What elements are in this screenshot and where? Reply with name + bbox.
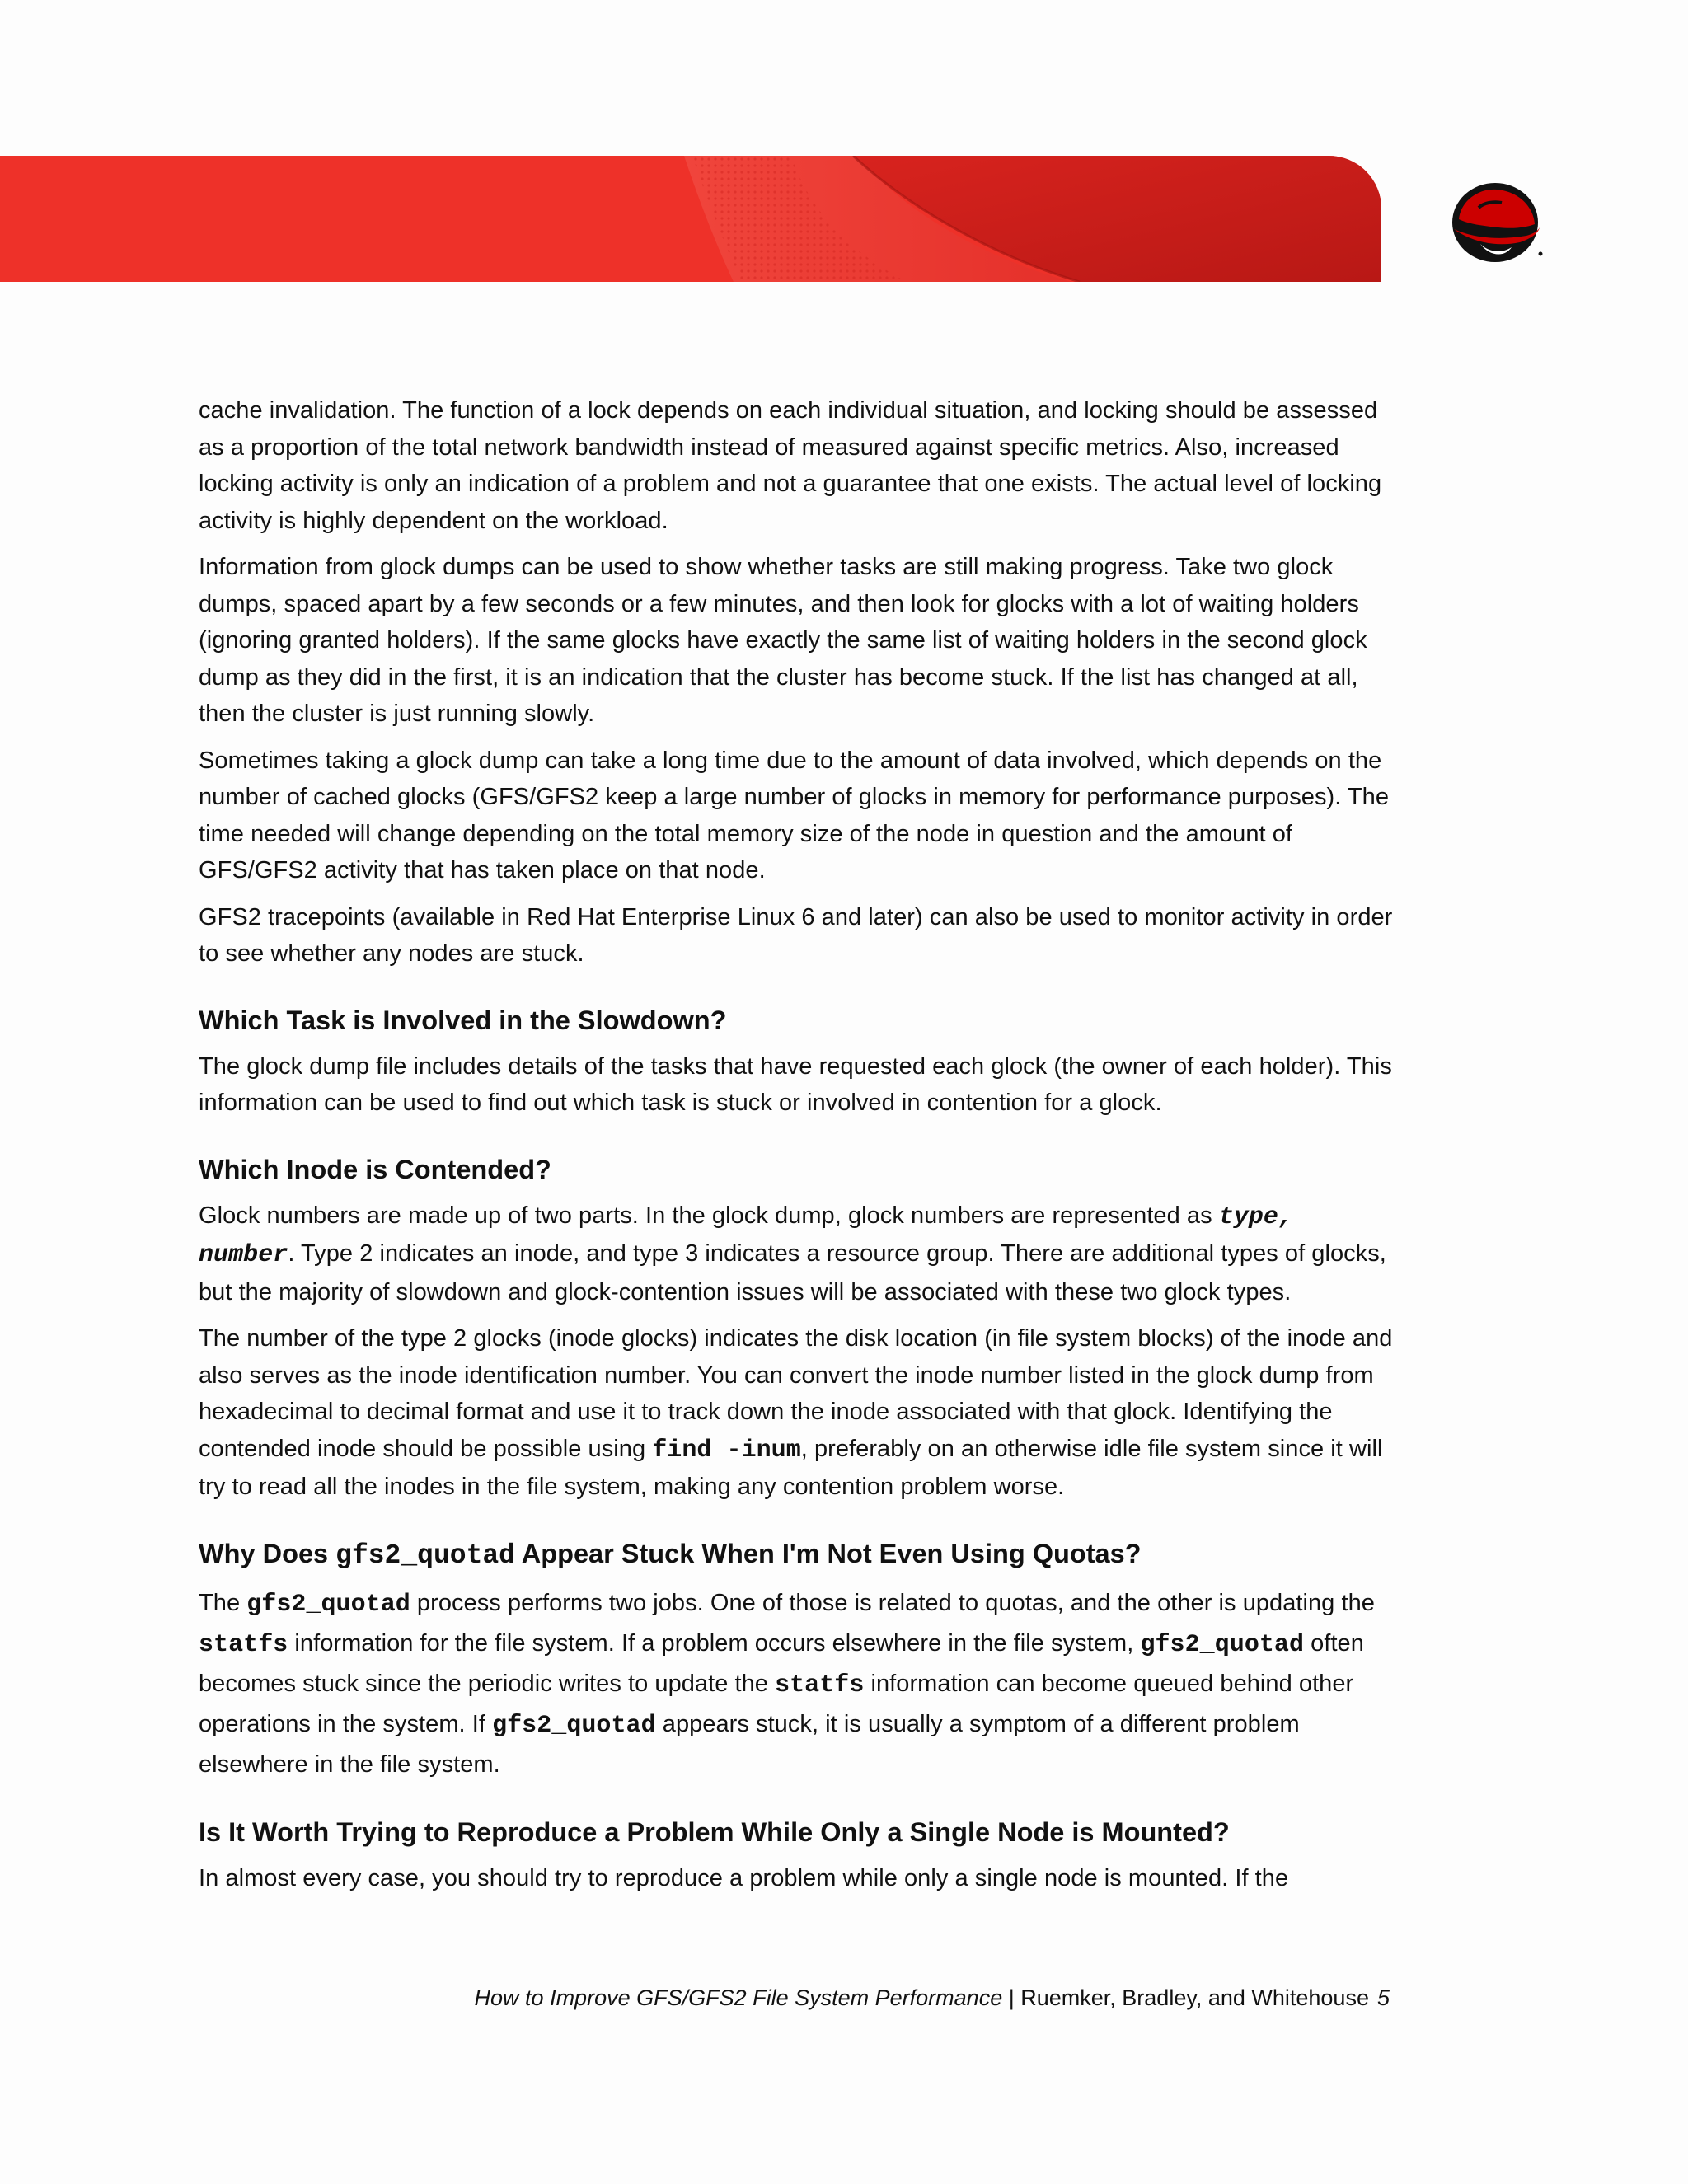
inode-paragraph-1 (199, 1197, 1394, 1311)
inode-paragraph-2 (199, 1320, 1394, 1506)
heading-which-task: Which Task is Involved in the Slowdown? (199, 1005, 727, 1035)
footer-separator: | (1002, 1985, 1021, 2010)
quotad-text-5: information can become queued behind other operations in the system. If (199, 1670, 1354, 1737)
body-paragraph-3: Sometimes taking a glock dump can take a long time due to the amount of data involved, which depends on the number of cached glocks (GFS/GFS2 keep a large number of glocks in memory for performance purposes). The time needed will change depending on the total memory size of the node in question and the amount of GFS/GFS2 activity that has taken place on that node. (199, 747, 1390, 883)
quotad-text-1: The (199, 1589, 247, 1616)
quotad-heading-text-a: Why Does (199, 1538, 336, 1568)
inode-p1-text-a: Glock numbers are made up of two parts. In the glock dump, glock numbers are represented as (199, 1202, 1219, 1229)
footer-doc-title: How to Improve GFS/GFS2 File System Performance (474, 1985, 1003, 2010)
quotad-heading-code: gfs2_quotad (335, 1540, 515, 1571)
quotad-code-5: gfs2_quotad (492, 1711, 656, 1740)
quotad-text-6: appears stuck, it is usually a symptom of a different problem elsewhere in the file system. (199, 1710, 1300, 1778)
quotad-text-4: often becomes stuck since the periodic writes to update the (199, 1629, 1364, 1697)
heading-which-inode: Which Inode is Contended? (199, 1154, 551, 1184)
footer-authors: Ruemker, Bradley, and Whitehouse (1020, 1985, 1369, 2010)
heading-gfs2-quotad (199, 1537, 1394, 1572)
inode-p2-code: find -inum (652, 1436, 801, 1465)
main-content (199, 392, 1394, 1906)
quotad-code-3: gfs2_quotad (1140, 1630, 1305, 1659)
inode-p2-text-b: , preferably on an otherwise idle file system since it will try to read all the inodes in the file system, making any contention problem worse. (199, 1435, 1383, 1500)
header-banner (0, 156, 1381, 282)
quotad-text-2: process performs two jobs. One of those is related to quotas, and the other is updating the (410, 1589, 1375, 1616)
quotad-paragraph-1 (199, 1584, 1394, 1784)
banner-swoosh-graphic (0, 156, 1381, 282)
body-paragraph-4: GFS2 tracepoints (available in Red Hat Enterprise Linux 6 and later) can also be used to monitor activity in order to see whether any nodes are stuck. (199, 903, 1393, 967)
quotad-text-3: information for the file system. If a problem occurs elsewhere in the file system, (288, 1629, 1141, 1657)
page-footer (199, 1983, 1390, 2013)
inode-p1-text-b: . Type 2 indicates an inode, and type 3 indicates a resource group. There are additional types of glocks, but the majority of slowdown and glock-contention issues will be associated with these two glock types. (199, 1240, 1386, 1305)
body-paragraph-1: cache invalidation. The function of a lock depends on each individual situation, and locking should be assessed as a proportion of the total network bandwidth instead of measured against specific metrics. Also, increased locking activity is only an indication of a problem and not a guarantee that one exists. The actual level of locking activity is highly dependent on the workload. (199, 397, 1382, 534)
quotad-code-1: gfs2_quotad (246, 1590, 410, 1619)
quotad-heading-text-b: Appear Stuck When I'm Not Even Using Quotas? (514, 1538, 1142, 1568)
body-paragraph-2: Information from glock dumps can be used to show whether tasks are still making progress. Take two glock dumps, spaced apart by a few seconds or a few minutes, and then look for glocks with a lot of waiting holders (ignoring granted holders). If the same glocks have exactly the same list of waiting holders in the second glock dump as they did in the first, it is an indication that the cluster has become stuck. If the list has changed at all, then the cluster is just running slowly. (199, 554, 1367, 727)
red-hat-shadowman-icon (1447, 178, 1545, 264)
inode-p2-text-a: The number of the type 2 glocks (inode glocks) indicates the disk location (in file system blocks) of the inode and also serves as the inode identification number. You can convert the inode number listed in the glock dump from hexadecimal to decimal format and use it to track down the inode associated with that glock. Identifying the contended inode should be possible using (199, 1325, 1393, 1462)
footer-page-number: 5 (1376, 1985, 1390, 2010)
task-paragraph-1: The glock dump file includes details of the tasks that have requested each glock (the owner of each holder). This information can be used to find out which task is stuck or involved in contention for a glock. (199, 1052, 1392, 1116)
inode-p1-code: type, number (199, 1202, 1293, 1269)
quotad-code-2: statfs (199, 1630, 288, 1659)
heading-reproduce-single-node: Is It Worth Trying to Reproduce a Problem While Only a Single Node is Mounted? (199, 1816, 1230, 1847)
quotad-code-4: statfs (775, 1671, 865, 1699)
reproduce-paragraph-1: In almost every case, you should try to reproduce a problem while only a single node is mounted. If the (199, 1864, 1289, 1891)
